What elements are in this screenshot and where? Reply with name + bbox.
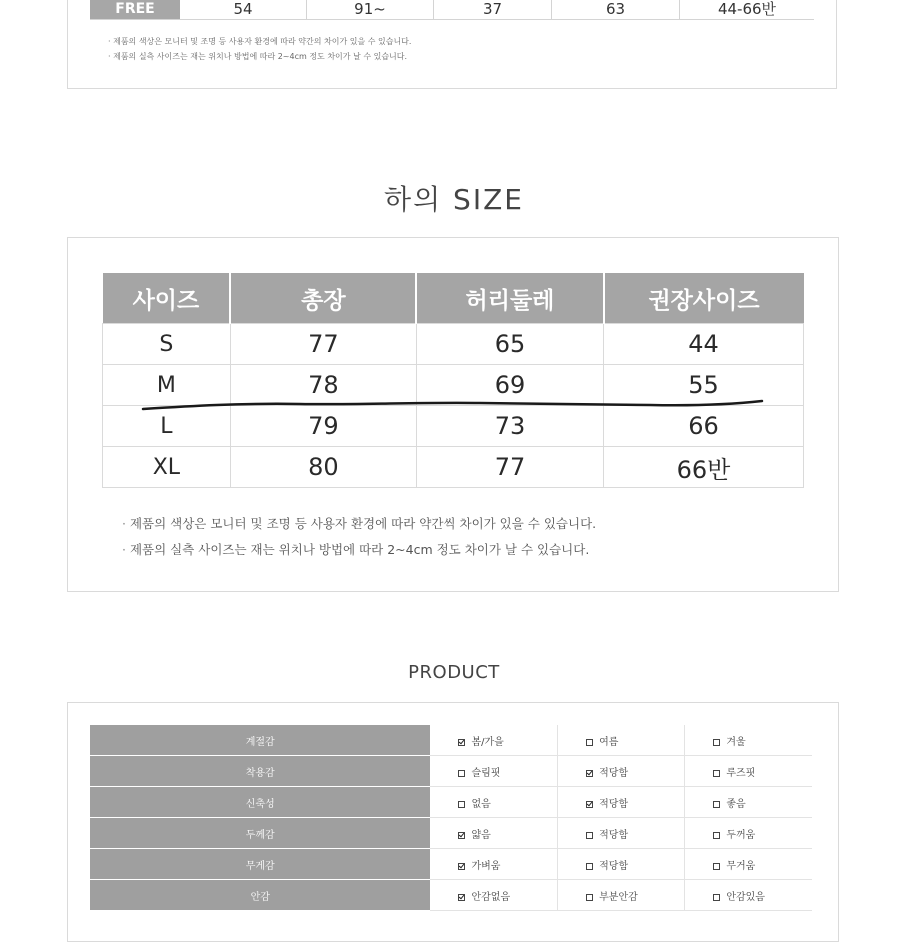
product-option-label: 얇음 [471,829,491,841]
product-option [558,849,685,880]
size-cell: 69 [416,365,603,406]
top-size-cell: 37 [434,0,552,20]
size-cell: M [103,365,231,406]
size-note: · 제품의 색상은 모니터 및 조명 등 사용자 환경에 따라 약간씩 차이가 있을 수 있습니다. [122,511,596,537]
product-option [558,725,685,756]
product-row [90,818,812,849]
product-option-label: 적당함 [599,860,629,872]
checked-checkbox-icon [458,832,465,839]
size-cell: 77 [416,447,603,488]
product-option [430,818,557,849]
product-row [90,725,812,756]
product-option-label: 안감없음 [471,891,511,903]
bottoms-size-table [102,273,804,488]
size-cell: 80 [230,447,416,488]
empty-checkbox-icon [586,863,593,870]
size-cell: 44 [604,324,804,365]
size-cell: L [103,406,231,447]
product-option-label: 봄/가을 [471,736,504,748]
top-size-box [67,0,837,89]
empty-checkbox-icon [713,801,720,808]
top-note: · 제품의 실측 사이즈는 재는 위치나 방법에 따라 2~4cm 정도 차이가 날 수 있습니다. [108,52,408,61]
product-option-label: 무거움 [726,860,756,872]
bottoms-size-box [67,237,839,592]
top-size-row [90,0,814,20]
product-option-label: 슬림핏 [471,767,501,779]
product-row [90,849,812,880]
product-option-label: 부분안감 [599,891,638,903]
top-size-label: FREE [90,0,180,20]
product-option [685,725,812,756]
product-box [67,702,839,942]
checked-checkbox-icon [458,863,465,870]
product-option-label: 좋음 [726,798,746,810]
product-option-label: 겨울 [726,736,746,748]
product-option-label: 안감있음 [726,891,765,903]
empty-checkbox-icon [586,739,593,746]
checked-checkbox-icon [458,894,465,901]
size-cell: 66반 [604,447,804,488]
product-option [430,725,557,756]
bottoms-size-title: 하의 SIZE [384,183,524,216]
product-option-label: 여름 [599,736,619,748]
product-option [685,880,812,911]
size-header-cell: 사이즈 [103,273,231,324]
top-notes [108,34,411,64]
size-table-header-row [103,273,804,324]
product-option [685,849,812,880]
table-row [103,406,804,447]
size-note: · 제품의 실측 사이즈는 재는 위치나 방법에 따라 2~4cm 정도 차이가 날 수 있습니다. [122,537,596,563]
empty-checkbox-icon [713,739,720,746]
product-option [685,756,812,787]
checked-checkbox-icon [458,739,465,746]
product-attr-label: 안감 [90,880,430,911]
empty-checkbox-icon [458,801,465,808]
empty-checkbox-icon [586,894,593,901]
empty-checkbox-icon [713,770,720,777]
size-header-cell: 권장사이즈 [604,273,804,324]
product-option-label: 가벼움 [471,860,501,872]
size-cell: 55 [604,365,804,406]
product-attr-label: 착용감 [90,756,430,787]
product-option-label: 두꺼움 [726,829,756,841]
size-cell: XL [103,447,231,488]
product-option [558,787,685,818]
product-option-label: 루즈핏 [726,767,756,779]
size-cell: 66 [604,406,804,447]
empty-checkbox-icon [458,770,465,777]
empty-checkbox-icon [713,863,720,870]
product-option-label: 없음 [471,798,491,810]
product-option [685,818,812,849]
size-header-cell: 허리둘레 [416,273,603,324]
size-cell: 77 [230,324,416,365]
product-row [90,880,812,911]
top-size-cell: 63 [552,0,680,20]
product-option-label: 적당함 [599,767,629,779]
empty-checkbox-icon [713,832,720,839]
empty-checkbox-icon [713,894,720,901]
product-option [430,880,557,911]
empty-checkbox-icon [586,832,593,839]
product-option [430,787,557,818]
table-row [103,365,804,406]
size-cell: 79 [230,406,416,447]
product-attr-label: 두께감 [90,818,430,849]
size-cell: S [103,324,231,365]
top-size-cell: 44-66반 [680,0,814,20]
product-row [90,756,812,787]
product-option [558,756,685,787]
checked-checkbox-icon [586,801,593,808]
checked-checkbox-icon [586,770,593,777]
product-table [90,725,812,911]
product-row [90,787,812,818]
product-attr-label: 신축성 [90,787,430,818]
product-option [685,787,812,818]
product-attr-label: 계절감 [90,725,430,756]
product-option [430,849,557,880]
product-option-label: 적당함 [599,829,629,841]
product-title: PRODUCT [408,662,500,683]
top-size-cell: 91~ [307,0,434,20]
product-attr-label: 무게감 [90,849,430,880]
top-note: · 제품의 색상은 모니터 및 조명 등 사용자 환경에 따라 약간의 차이가 있을 수 있습니다. [108,37,412,46]
size-notes [122,511,596,563]
product-option [558,818,685,849]
product-option [558,880,685,911]
top-size-cell: 54 [180,0,307,20]
table-row [103,447,804,488]
size-cell: 78 [230,365,416,406]
product-option [430,756,557,787]
table-row [103,324,804,365]
size-cell: 65 [416,324,603,365]
product-option-label: 적당함 [599,798,629,810]
size-header-cell: 총장 [230,273,416,324]
size-cell: 73 [416,406,603,447]
